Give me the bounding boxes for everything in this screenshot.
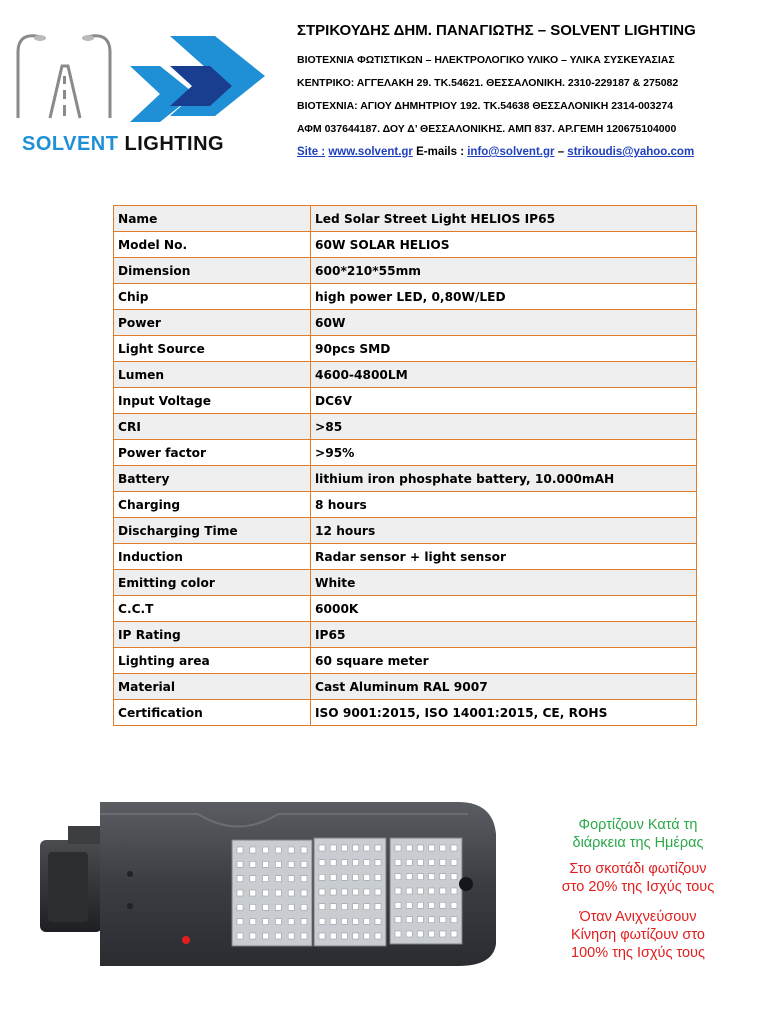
spec-row	[114, 310, 697, 336]
led-chip-icon	[406, 931, 412, 937]
led-chip-icon	[319, 874, 325, 880]
led-chip-icon	[288, 847, 294, 853]
led-chip-icon	[451, 845, 457, 851]
led-chip-icon	[275, 847, 281, 853]
led-chip-icon	[375, 874, 381, 880]
led-chip-icon	[263, 919, 269, 925]
note-line: Φορτίζουν Κατά τη	[578, 817, 698, 833]
spec-row	[114, 570, 697, 596]
led-chip-icon	[353, 918, 359, 924]
spec-value: Radar sensor + light sensor	[311, 544, 697, 570]
led-chip-icon	[364, 889, 370, 895]
led-chip-icon	[375, 904, 381, 910]
led-chip-icon	[237, 847, 243, 853]
led-chip-icon	[250, 890, 256, 896]
led-chip-icon	[250, 933, 256, 939]
led-chip-icon	[330, 933, 336, 939]
spec-row	[114, 414, 697, 440]
spec-row	[114, 336, 697, 362]
led-chip-icon	[319, 933, 325, 939]
spec-row	[114, 622, 697, 648]
led-chip-icon	[319, 860, 325, 866]
spec-label: Input Voltage	[114, 388, 311, 414]
led-chip-icon	[330, 845, 336, 851]
led-chip-icon	[375, 889, 381, 895]
led-chip-icon	[364, 904, 370, 910]
company-line-contacts	[297, 146, 694, 158]
led-chip-icon	[330, 874, 336, 880]
led-chip-icon	[417, 888, 423, 894]
led-chip-icon	[353, 933, 359, 939]
led-chip-icon	[395, 917, 401, 923]
company-line-factory: ΒΙΟΤΕΧΝΙΑ: ΑΓΙΟΥ ΔΗΜΗΤΡΙΟΥ 192. ΤΚ.54638 ΘΕΣΣΑΛΟΝΙΚΗ 2314-003274	[297, 100, 674, 112]
brand-wordmark	[22, 133, 224, 156]
spec-value: IP65	[311, 622, 697, 648]
led-chip-icon	[237, 890, 243, 896]
led-chip-icon	[395, 874, 401, 880]
led-chip-icon	[250, 904, 256, 910]
spec-row	[114, 232, 697, 258]
spec-value: 600*210*55mm	[311, 258, 697, 284]
led-chip-icon	[440, 902, 446, 908]
led-chip-icon	[237, 933, 243, 939]
spec-label: Emitting color	[114, 570, 311, 596]
email-separator: –	[557, 146, 565, 158]
note-dark-20-percent	[538, 860, 738, 896]
led-chip-icon	[288, 919, 294, 925]
spec-value: >95%	[311, 440, 697, 466]
led-chip-icon	[429, 902, 435, 908]
email-link-strikoudis[interactable]: strikoudis@yahoo.com	[567, 146, 695, 158]
led-chip-icon	[275, 876, 281, 882]
site-label: Site :	[297, 146, 326, 158]
spec-value: 60W SOLAR HELIOS	[311, 232, 697, 258]
spec-label: Certification	[114, 700, 311, 726]
led-chip-icon	[364, 845, 370, 851]
company-title: ΣΤΡΙΚΟΥΔΗΣ ΔΗΜ. ΠΑΝΑΓΙΩΤΗΣ – SOLVENT LIGHTING	[297, 22, 696, 39]
led-chip-icon	[341, 874, 347, 880]
led-chip-icon	[451, 874, 457, 880]
spec-value: Cast Aluminum RAL 9007	[311, 674, 697, 700]
spec-value: high power LED, 0,80W/LED	[311, 284, 697, 310]
emails-label: E-mails :	[416, 146, 465, 158]
led-chip-icon	[451, 859, 457, 865]
indicator-light-icon	[182, 936, 190, 944]
spec-row	[114, 284, 697, 310]
led-chip-icon	[375, 933, 381, 939]
led-chip-icon	[237, 904, 243, 910]
spec-row	[114, 596, 697, 622]
led-chip-icon	[375, 860, 381, 866]
spec-value: DC6V	[311, 388, 697, 414]
led-chip-icon	[263, 890, 269, 896]
note-line: διάρκεια της Ημέρας	[572, 835, 704, 851]
led-chip-icon	[375, 845, 381, 851]
spec-label: Dimension	[114, 258, 311, 284]
spec-label: Charging	[114, 492, 311, 518]
spec-table	[113, 205, 697, 726]
led-chip-icon	[451, 902, 457, 908]
led-chip-icon	[250, 847, 256, 853]
spec-value: Led Solar Street Light HELIOS IP65	[311, 206, 697, 232]
led-chip-icon	[417, 931, 423, 937]
led-chip-icon	[417, 902, 423, 908]
led-chip-icon	[429, 845, 435, 851]
spec-label: Chip	[114, 284, 311, 310]
note-daytime-charging	[538, 816, 738, 852]
spec-label: Power	[114, 310, 311, 336]
led-chip-icon	[417, 874, 423, 880]
note-motion-100-percent	[538, 908, 738, 962]
spec-label: Battery	[114, 466, 311, 492]
led-chip-icon	[417, 845, 423, 851]
led-chip-icon	[451, 888, 457, 894]
led-chip-icon	[353, 845, 359, 851]
led-chip-icon	[319, 904, 325, 910]
road-stripes-icon	[63, 76, 66, 116]
solvent-lighting-logo	[10, 26, 270, 126]
led-chip-icon	[341, 845, 347, 851]
led-chip-icon	[288, 933, 294, 939]
led-chip-icon	[440, 859, 446, 865]
company-line-headquarters: ΚΕΝΤΡΙΚΟ: ΑΓΓΕΛΑΚΗ 29. ΤΚ.54621. ΘΕΣΣΑΛΟΝΙΚΗ. 2310-229187 & 275082	[297, 77, 679, 89]
led-chip-icon	[275, 861, 281, 867]
led-chip-icon	[288, 861, 294, 867]
spec-value: 4600-4800LM	[311, 362, 697, 388]
company-line-activities: ΒΙΟΤΕΧΝΙΑ ΦΩΤΙΣΤΙΚΩΝ – ΗΛΕΚΤΡΟΛΟΓΙΚΟ ΥΛΙΚΟ – ΥΛΙΚΑ ΣΥΣΚΕΥΑΣΙΑΣ	[297, 54, 675, 66]
company-line-tax-info: ΑΦΜ 037644187. ΔΟΥ Δ’ ΘΕΣΣΑΛΟΝΙΚΗΣ. ΑΜΠ 837. ΑΡ.ΓΕΜΗ 120675104000	[297, 123, 677, 135]
site-link[interactable]: www.solvent.gr	[328, 146, 413, 158]
led-chip-icon	[275, 933, 281, 939]
led-chip-icon	[237, 876, 243, 882]
spec-value: 90pcs SMD	[311, 336, 697, 362]
led-chip-icon	[429, 874, 435, 880]
led-chip-icon	[429, 888, 435, 894]
brand-name-part2: LIGHTING	[124, 133, 225, 155]
spec-row	[114, 648, 697, 674]
spec-row	[114, 466, 697, 492]
led-chip-icon	[237, 861, 243, 867]
spec-value: ISO 9001:2015, ISO 14001:2015, CE, ROHS	[311, 700, 697, 726]
led-chip-icon	[330, 889, 336, 895]
spec-label: Lighting area	[114, 648, 311, 674]
led-chip-icon	[288, 904, 294, 910]
led-chip-icon	[341, 889, 347, 895]
led-chip-icon	[395, 902, 401, 908]
spec-row	[114, 440, 697, 466]
note-line: 100% της Ισχύς τους	[571, 945, 705, 961]
led-chip-icon	[364, 918, 370, 924]
led-chip-icon	[364, 874, 370, 880]
led-chip-icon	[288, 876, 294, 882]
note-line: Στο σκοτάδι φωτίζουν	[569, 861, 707, 877]
spec-row	[114, 674, 697, 700]
led-chip-icon	[288, 890, 294, 896]
note-line: στο 20% της Ισχύς τους	[561, 879, 715, 895]
led-chip-icon	[440, 888, 446, 894]
led-chip-icon	[341, 904, 347, 910]
spec-label: Induction	[114, 544, 311, 570]
led-chip-icon	[330, 860, 336, 866]
led-chip-icon	[440, 874, 446, 880]
led-chip-icon	[406, 859, 412, 865]
led-chip-icon	[301, 904, 307, 910]
spec-value: 60 square meter	[311, 648, 697, 674]
led-chip-icon	[429, 917, 435, 923]
led-chip-icon	[429, 931, 435, 937]
led-chip-icon	[395, 859, 401, 865]
led-chip-icon	[341, 918, 347, 924]
led-chip-icon	[319, 889, 325, 895]
led-chip-icon	[364, 860, 370, 866]
led-chip-icon	[364, 933, 370, 939]
led-chip-icon	[406, 888, 412, 894]
led-chip-icon	[353, 860, 359, 866]
led-chip-icon	[375, 918, 381, 924]
spec-label: Material	[114, 674, 311, 700]
led-chip-icon	[406, 874, 412, 880]
led-chip-icon	[451, 931, 457, 937]
chevron-arrow-icon	[130, 36, 265, 122]
spec-row	[114, 492, 697, 518]
led-chip-icon	[341, 933, 347, 939]
spec-label: Light Source	[114, 336, 311, 362]
led-chip-icon	[263, 847, 269, 853]
led-chip-icon	[263, 933, 269, 939]
led-chip-icon	[301, 919, 307, 925]
spec-row	[114, 206, 697, 232]
spec-row	[114, 544, 697, 570]
led-chip-icon	[353, 874, 359, 880]
spec-value: 60W	[311, 310, 697, 336]
spec-value: White	[311, 570, 697, 596]
led-chip-icon	[395, 931, 401, 937]
spec-label: Name	[114, 206, 311, 232]
led-chip-icon	[301, 890, 307, 896]
led-chip-icon	[263, 904, 269, 910]
spec-row	[114, 388, 697, 414]
led-chip-icon	[250, 919, 256, 925]
spec-label: C.C.T	[114, 596, 311, 622]
led-chip-icon	[417, 859, 423, 865]
spec-value: 6000K	[311, 596, 697, 622]
spec-value: >85	[311, 414, 697, 440]
led-chip-icon	[275, 904, 281, 910]
led-chip-icon	[250, 861, 256, 867]
spec-row	[114, 518, 697, 544]
led-chip-icon	[301, 847, 307, 853]
led-chip-icon	[301, 861, 307, 867]
spec-value: 8 hours	[311, 492, 697, 518]
led-chip-icon	[250, 876, 256, 882]
led-chip-icon	[440, 845, 446, 851]
spec-row	[114, 258, 697, 284]
led-chip-icon	[451, 917, 457, 923]
spec-label: Lumen	[114, 362, 311, 388]
email-link-info[interactable]: info@solvent.gr	[467, 146, 555, 158]
note-line: Όταν Ανιχνεύσουν	[579, 909, 697, 925]
spec-value: lithium iron phosphate battery, 10.000mAH	[311, 466, 697, 492]
spec-row	[114, 700, 697, 726]
led-chip-icon	[319, 918, 325, 924]
led-chip-icon	[263, 861, 269, 867]
led-chip-icon	[440, 917, 446, 923]
led-chip-icon	[341, 860, 347, 866]
radar-sensor-icon	[459, 877, 473, 891]
led-chip-icon	[429, 859, 435, 865]
spec-label: IP Rating	[114, 622, 311, 648]
led-chip-icon	[406, 845, 412, 851]
solar-street-light-image	[38, 794, 500, 970]
led-chip-icon	[301, 933, 307, 939]
led-chip-icon	[263, 876, 269, 882]
led-chip-icon	[353, 889, 359, 895]
led-chip-icon	[330, 918, 336, 924]
led-chip-icon	[275, 890, 281, 896]
led-chip-icon	[395, 888, 401, 894]
spec-label: Discharging Time	[114, 518, 311, 544]
led-chip-icon	[330, 904, 336, 910]
led-chip-icon	[395, 845, 401, 851]
led-chip-icon	[275, 919, 281, 925]
led-chip-icon	[353, 904, 359, 910]
led-panel-left-icon	[232, 840, 312, 946]
led-chip-icon	[417, 917, 423, 923]
spec-row	[114, 362, 697, 388]
spec-value: 12 hours	[311, 518, 697, 544]
spec-label: Power factor	[114, 440, 311, 466]
led-chip-icon	[319, 845, 325, 851]
brand-name-part1: SOLVENT	[22, 133, 119, 155]
led-chip-icon	[406, 902, 412, 908]
led-chip-icon	[301, 876, 307, 882]
led-chip-icon	[406, 917, 412, 923]
led-chip-icon	[440, 931, 446, 937]
led-chip-icon	[237, 919, 243, 925]
spec-label: Model No.	[114, 232, 311, 258]
spec-label: CRI	[114, 414, 311, 440]
note-line: Κίνηση φωτίζουν στο	[571, 927, 705, 943]
